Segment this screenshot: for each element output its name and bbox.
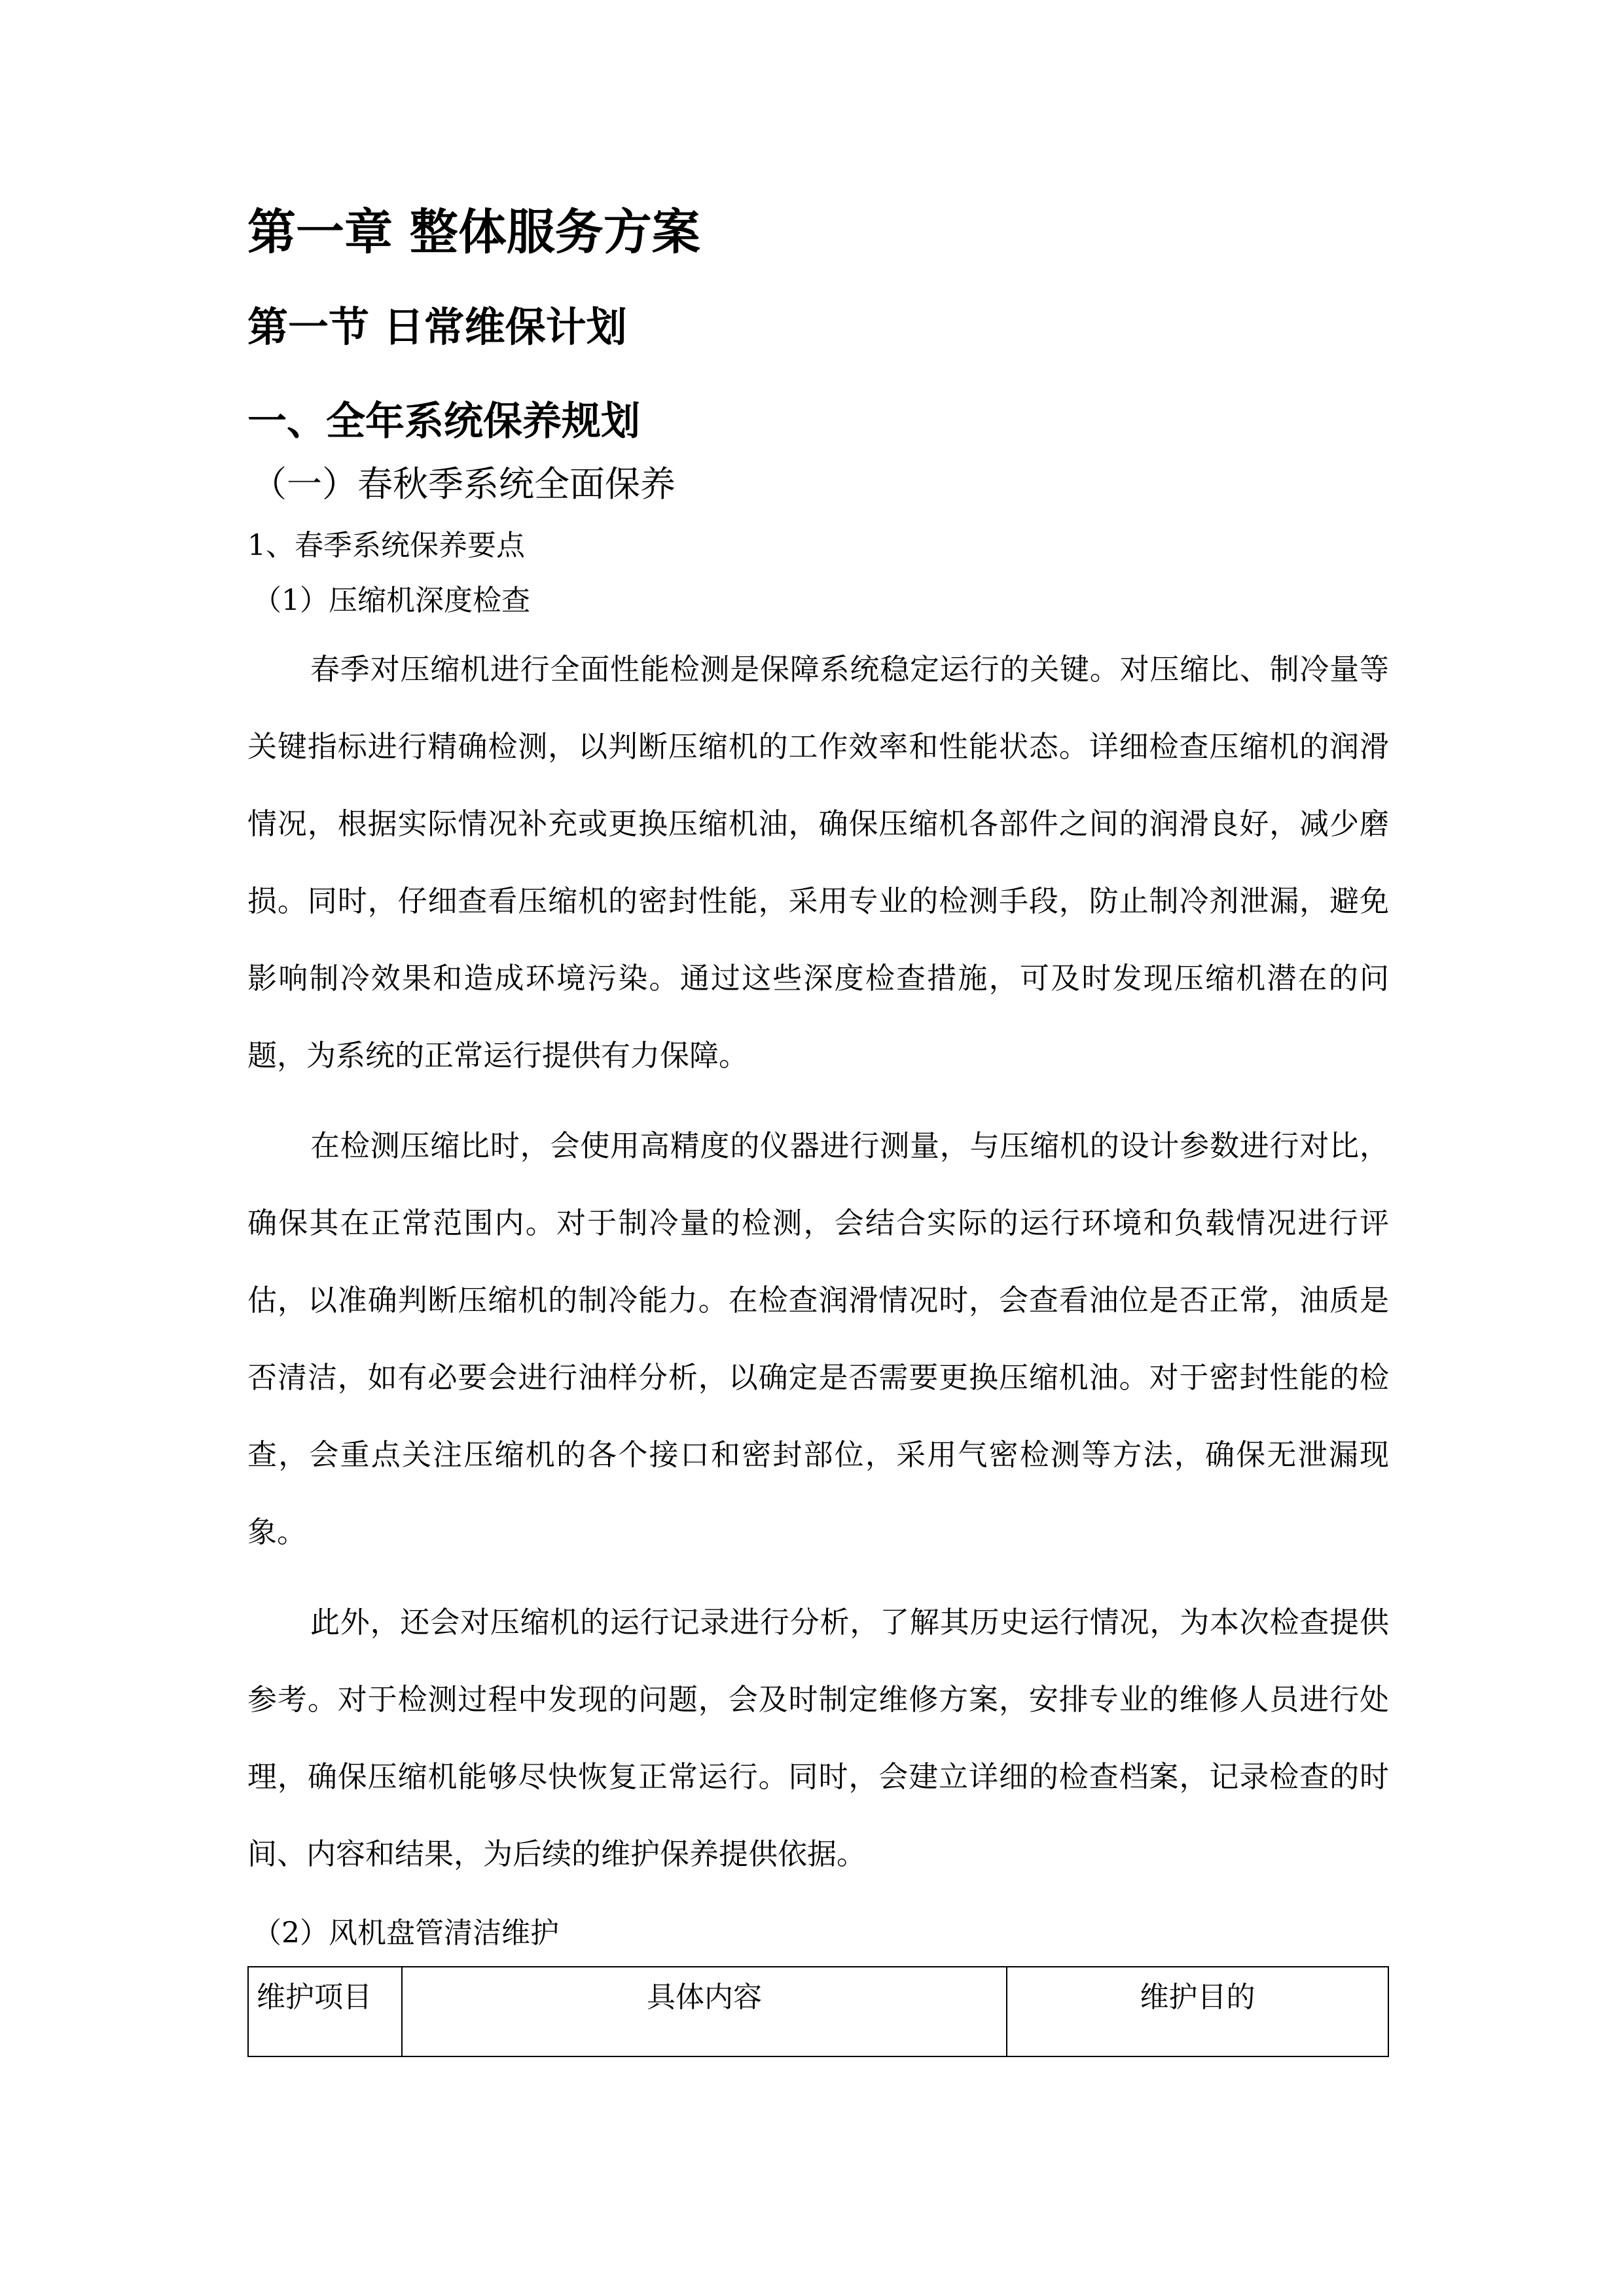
table-header-item: 维护项目	[248, 1967, 402, 2056]
subsection-title: 一、全年系统保养规划	[247, 399, 640, 444]
subitem-title-fan-coil: （2）风机盘管清洁维护	[253, 1916, 559, 1950]
table-header-purpose: 维护目的	[1007, 1967, 1388, 2056]
maintenance-table	[247, 1966, 1389, 2057]
subitem-title-compressor: （1）压缩机深度检查	[253, 584, 530, 617]
paragraph: 此外，还会对压缩机的运行记录进行分析，了解其历史运行情况，为本次检查提供参考。对于检测过程中发现的问题，会及时制定维修方案，安排专业的维修人员进行处理，确保压缩机能够尽快恢复正常运行。同时，会建立详细的检查档案，记录检查的时间、内容和结果，为后续的维护保养提供依据。	[247, 1605, 1389, 1871]
paragraph: 在检测压缩比时，会使用高精度的仪器进行测量，与压缩机的设计参数进行对比，确保其在正常范围内。对于制冷量的检测，会结合实际的运行环境和负载情况进行评估，以准确判断压缩机的制冷能力。在检查润滑情况时，会查看油位是否正常，油质是否清洁，如有必要会进行油样分析，以确定是否需要更换压缩机油。对于密封性能的检查，会重点关注压缩机的各个接口和密封部位，采用气密检测等方法，确保无泄漏现象。	[247, 1128, 1389, 1549]
item-title: 1、春季系统保养要点	[247, 529, 525, 562]
document-content	[247, 196, 1389, 2057]
table-header-row	[248, 1967, 1388, 2056]
paragraph: 春季对压缩机进行全面性能检测是保障系统稳定运行的关键。对压缩比、制冷量等关键指标进行精确检测，以判断压缩机的工作效率和性能状态。详细检查压缩机的润滑情况，根据实际情况补充或更换压缩机油，确保压缩机各部件之间的润滑良好，减少磨损。同时，仔细查看压缩机的密封性能，采用专业的检测手段，防止制冷剂泄漏，避免影响制冷效果和造成环境污染。通过这些深度检查措施，可及时发现压缩机潜在的问题，为系统的正常运行提供有力保障。	[247, 652, 1389, 1073]
part-title: （一）春秋季系统全面保养	[251, 463, 676, 505]
section-title: 第一节 日常维保计划	[247, 303, 627, 351]
chapter-title: 第一章 整体服务方案	[247, 204, 700, 260]
table-header-content: 具体内容	[402, 1967, 1007, 2056]
